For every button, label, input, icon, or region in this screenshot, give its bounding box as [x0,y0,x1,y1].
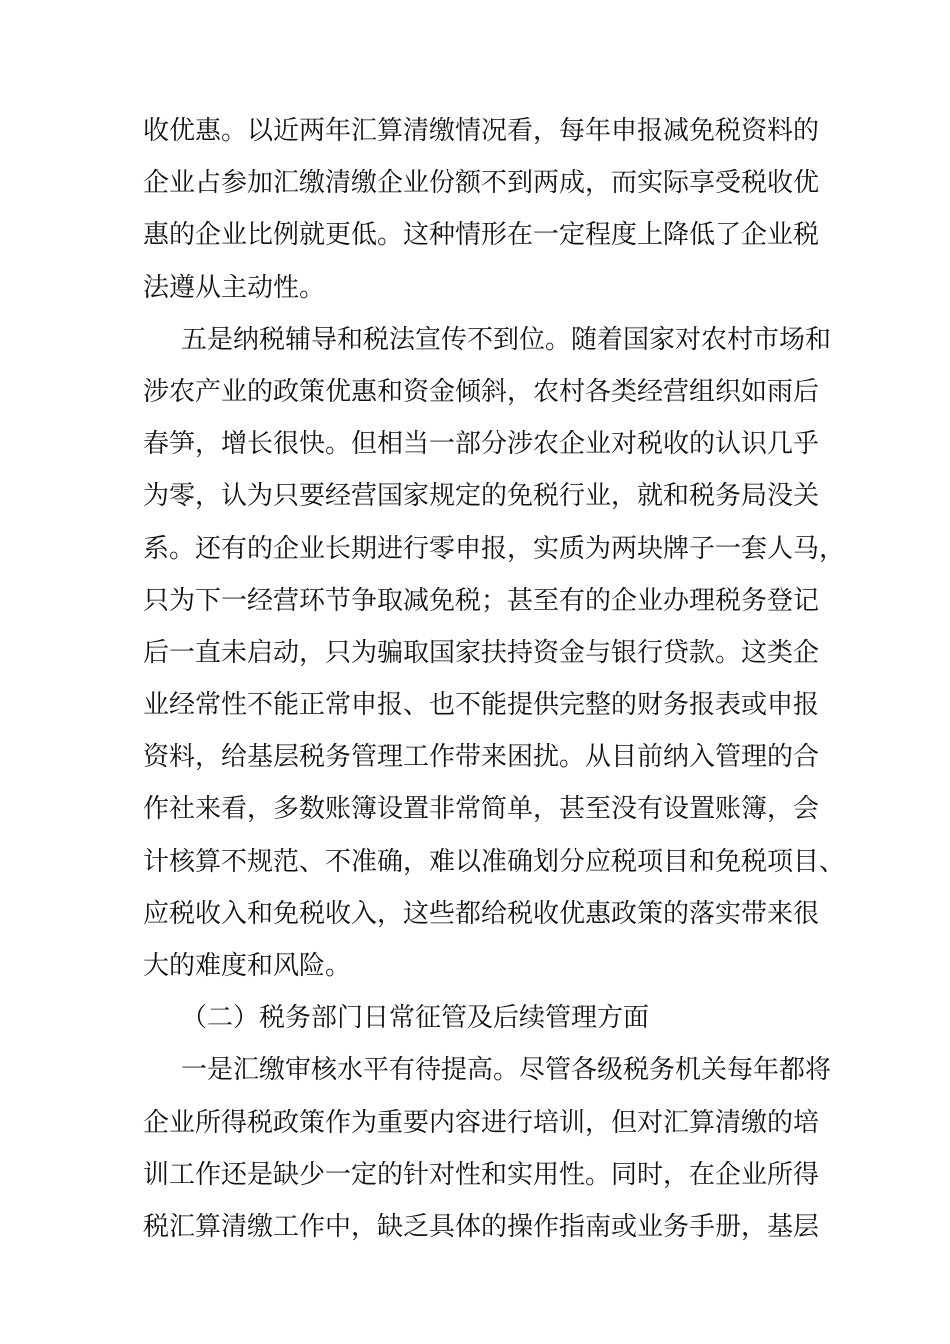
text-line-17: 大的难度和风险。 [143,951,352,981]
text-line-4: 法遵从主动性。 [143,272,326,303]
text-line-8: 为零，认为只要经营国家规定的免税行业，就和税务局没关 [143,481,820,512]
text-line-21: 训工作还是缺少一定的针对性和实用性。同时，在企业所得 [143,1159,820,1190]
text-line-11: 后一直未启动，只为骗取国家扶持资金与银行贷款。这类企 [143,637,820,668]
text-line-5: 五是纳税辅导和税法宣传不到位。随着国家对农村市场和 [181,324,832,355]
text-line-3: 惠的企业比例就更低。这种情形在一定程度上降低了企业税 [143,220,820,251]
text-line-20: 企业所得税政策作为重要内容进行培训，但对汇算清缴的培 [143,1107,820,1138]
body-text [143,105,846,1253]
text-line-19: 一是汇缴审核水平有待提高。尽管各级税务机关每年都将 [181,1055,832,1086]
text-line-7: 春笋，增长很快。但相当一部分涉农企业对税收的认识几乎 [143,429,820,460]
text-line-1: 收优惠。以近两年汇算清缴情况看，每年申报减免税资料的 [143,116,820,146]
text-line-16: 应税收入和免税收入，这些都给税收优惠政策的落实带来很 [143,898,820,929]
text-line-6: 涉农产业的政策优惠和资金倾斜，农村各类经营组织如雨后 [143,376,820,407]
text-line-22: 税汇算清缴工作中，缺乏具体的操作指南或业务手册，基层 [143,1211,820,1242]
text-line-15: 计核算不规范、不准确，难以准确划分应税项目和免税项目、 [143,846,846,877]
text-line-10: 只为下一经营环节争取减免税；甚至有的企业办理税务登记 [143,585,820,616]
section-heading: （二）税务部门日常征管及后续管理方面 [181,1003,650,1034]
text-line-13: 资料，给基层税务管理工作带来困扰。从目前纳入管理的合 [143,742,820,773]
text-line-2: 企业占参加汇缴清缴企业份额不到两成，而实际享受税收优 [143,168,820,199]
text-line-9: 系。还有的企业长期进行零申报，实质为两块牌子一套人马， [143,533,846,564]
text-line-12: 业经常性不能正常申报、也不能提供完整的财务报表或申报 [143,690,820,721]
text-line-14: 作社来看，多数账簿设置非常简单，甚至没有设置账簿，会 [143,794,820,825]
